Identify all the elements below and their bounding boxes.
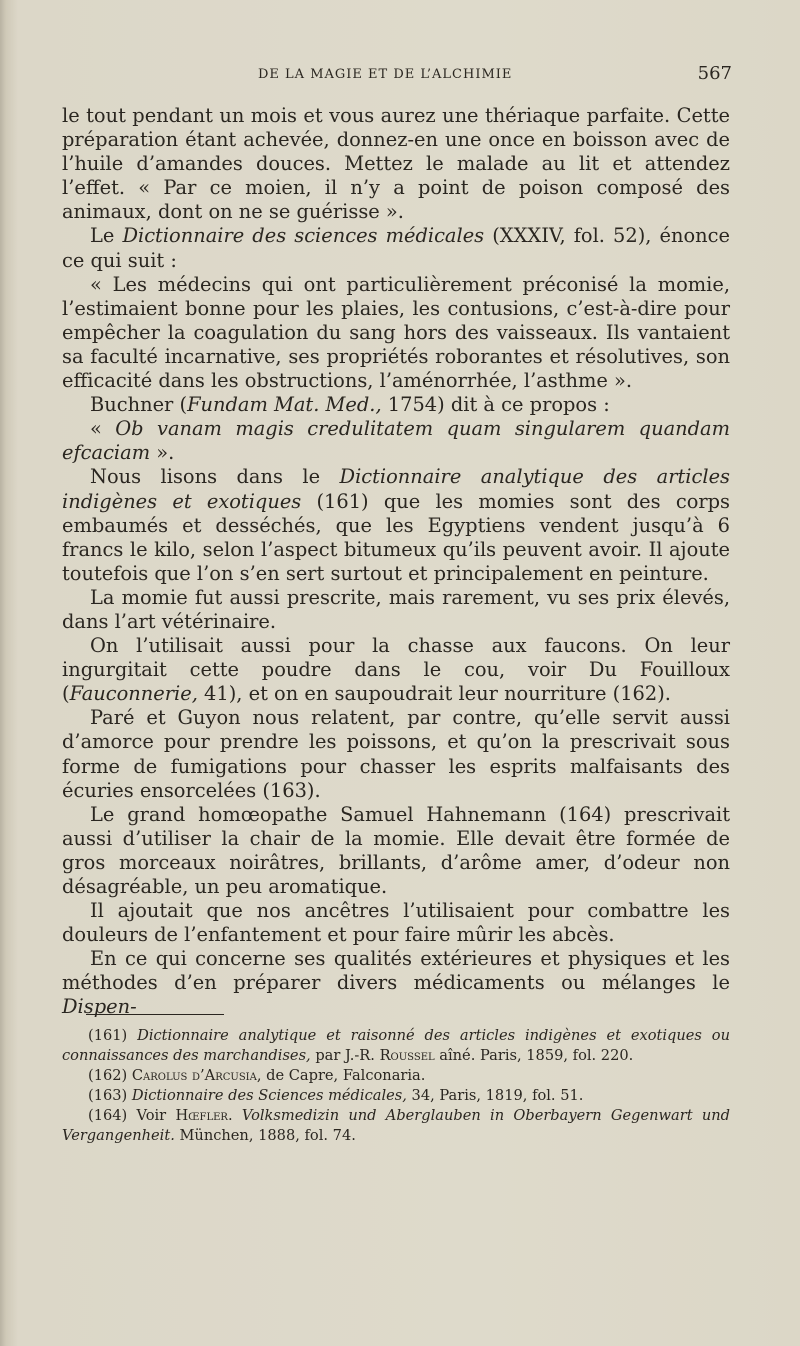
footnote-164: (164) Voir Hœfler. Volksmedizin und Aberglauben in Oberbayern Gegenwart und Vergangenheit. München, 1888, fol. 74. [62,1107,731,1144]
paragraph: Le Dictionnaire des sciences médicales (XXXIV, fol. 52), énonce ce qui suit : [62,224,730,272]
paragraph: La momie fut aussi prescrite, mais rarement, vu ses prix élevés, dans l’art vétérinaire. [62,585,730,633]
footnote-163: (163) Dictionnaire des Sciences médicales, 34, Paris, 1819, fol. 51. [88,1087,584,1104]
footnotes [62,1026,730,1146]
running-title: DE LA MAGIE ET DE L’ALCHIMIE [258,67,513,82]
paragraph: Paré et Guyon nous relatent, par contre, qu’elle servit aussi d’amorce pour prendre les poissons, et qu’on la prescrivait sous forme de fumigations pour chasser les esprits malfaisants des écuries ensorcelées (163). [62,706,730,802]
footnote-162: (162) Carolus d’Arcusia, de Capre, Falconaria. [88,1067,426,1084]
paragraph: On l’utilisait aussi pour la chasse aux faucons. On leur ingurgitait cette poudre dans le cou, voir Du Fouilloux (Fauconnerie, 41), et on en saupoudrait leur nourriture (162). [62,634,730,706]
paragraph: Nous lisons dans le Dictionnaire analytique des articles indigènes et exotiques (161) que les momies sont des corps embaumés et desséchés, que les Egyptiens vendent jusqu’à 6 francs le kilo, selon l’aspect bitumeux qu’ils peuvent avoir. Il ajoute toutefois que l’on s’en sert surtout et principalement en peinture. [62,465,731,585]
main-text [62,104,730,1020]
page-number: 567 [697,63,732,84]
paragraph: « Ob vanam magis credulitatem quam singularem quandam efcaciam ». [62,417,730,465]
paragraph: « Les médecins qui ont particulièrement préconisé la momie, l’estimaient bonne pour les plaies, les contusions, c’est-à-dire pour empêcher la coagulation du sang hors des vaisseaux. Ils vantaient sa faculté incarnative, ses propriétés roborantes et résolutives, son efficacité dans les obstructions, l’aménorrhée, l’asthme ». [62,272,730,393]
paragraph: Le grand homœopathe Samuel Hahnemann (164) prescrivait aussi d’utiliser la chair de la momie. Elle devait être formée de gros morceaux noirâtres, brillants, d’arôme amer, d’odeur non désagréable, un peu aromatique. [62,802,730,898]
footnote-161: (161) Dictionnaire analytique et raisonné des articles indigènes et exotiques ou connaissances des marchandises, par J.-R. Roussel aîné. Paris, 1859, fol. 220. [62,1027,730,1064]
paragraph: Il ajoutait que nos ancêtres l’utilisaient pour combattre les douleurs de l’enfantement et pour faire mûrir les abcès. [62,899,730,947]
page-header [62,63,740,87]
footnote-rule [86,1014,224,1015]
paragraph: le tout pendant un mois et vous aurez une thériaque parfaite. Cette préparation étant achevée, donnez-en une once en boisson avec de l’huile d’amandes douces. Mettez le malade au lit et attendez l’effet. « Par ce moien, il n’y a point de poison composé des animaux, dont on ne se guérisse ». [62,104,730,224]
paragraph: Buchner (Fundam Mat. Med., 1754) dit à ce propos : [90,393,610,417]
paragraph: En ce qui concerne ses qualités extérieures et physiques et les méthodes d’en préparer divers médicaments ou mélanges le Dispen- [62,947,730,1019]
